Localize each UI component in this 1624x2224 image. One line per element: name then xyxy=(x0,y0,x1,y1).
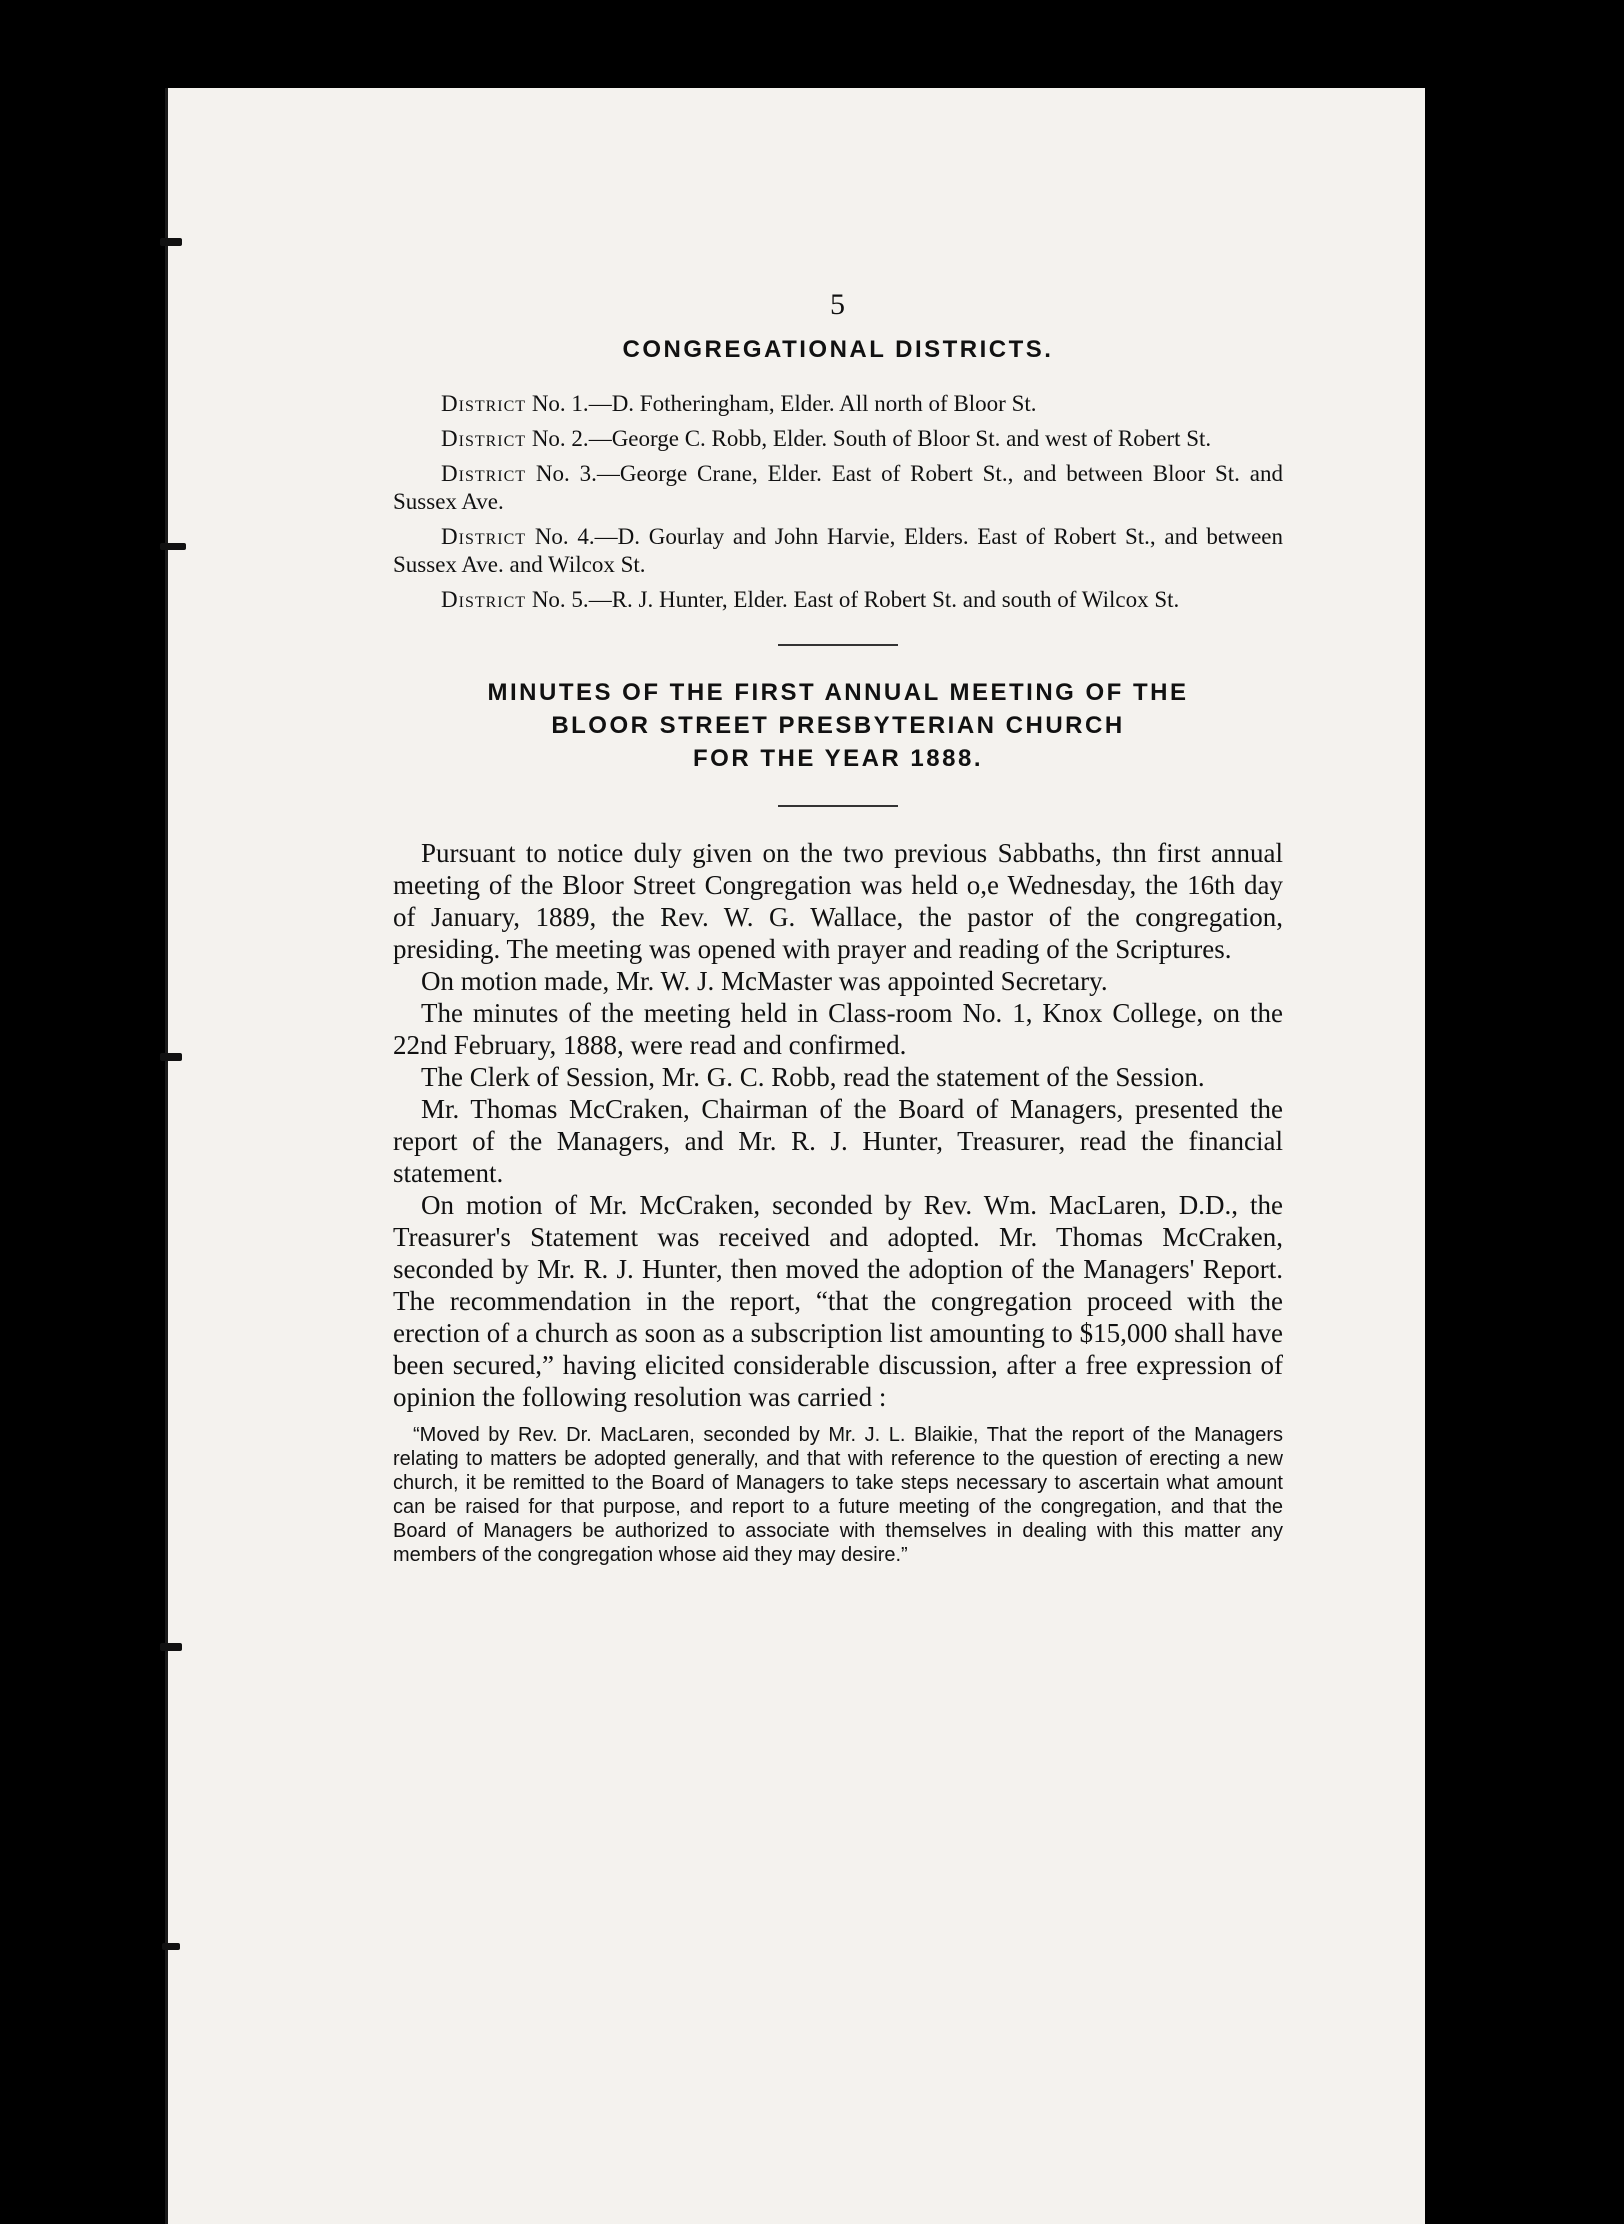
binding-mark xyxy=(160,1053,182,1061)
minutes-heading-line: FOR THE YEAR 1888. xyxy=(693,745,983,772)
district-number: No. 5. xyxy=(531,587,589,612)
district-label: District xyxy=(441,426,527,451)
minutes-heading xyxy=(393,676,1283,775)
binding-mark xyxy=(160,238,182,246)
section-divider xyxy=(778,644,898,646)
minutes-paragraph: On motion made, Mr. W. J. McMaster was appointed Secretary. xyxy=(421,966,1108,996)
districts-list xyxy=(393,390,1283,614)
minutes-paragraph: On motion of Mr. McCraken, seconded by Rev. Wm. MacLaren, D.D., the Treasurer's Statement was received and adopted. Mr. Thomas McCraken, seconded by Mr. R. J. Hunter, then moved the adoption of the Managers' Report. The recommendation in the report, “that the congregation proceed with the erection of a church as soon as a subscription list amounting to $15,000 shall have been secured,” having elicited considerable discussion, after a free expression of opinion the following resolution was carried : xyxy=(393,1190,1283,1412)
binding-mark xyxy=(160,543,186,550)
district-entry xyxy=(393,523,1283,579)
section-divider xyxy=(778,805,898,807)
district-text: —D. Fotheringham, Elder. All north of Bloor St. xyxy=(588,391,1037,416)
resolution-quote: “Moved by Rev. Dr. MacLaren, seconded by Mr. J. L. Blaikie, That the report of the Managers relating to matters be adopted generally, and that with reference to the question of erecting a new church, it be remitted to the Board of Managers to take steps necessary to ascertain what amount can be raised for that purpose, and report to a future meeting of the congregation, and that the Board of Managers be authorized to associate with themselves in dealing with this matter any members of the congregation whose aid they may desire.” xyxy=(393,1424,1283,1566)
districts-heading: CONGREGATIONAL DISTRICTS. xyxy=(622,336,1054,363)
document-page xyxy=(165,88,1425,2224)
district-entry xyxy=(393,425,1283,453)
district-number: No. 1. xyxy=(531,391,589,416)
minutes-paragraph: Mr. Thomas McCraken, Chairman of the Board of Managers, presented the report of the Managers, and Mr. R. J. Hunter, Treasurer, read the financial statement. xyxy=(393,1094,1283,1188)
minutes-heading-line: BLOOR STREET PRESBYTERIAN CHURCH xyxy=(551,712,1125,739)
district-text: —D. Gourlay and John Harvie, Elders. East of Robert St., and between Sussex Ave. and Wilcox St. xyxy=(393,524,1283,577)
page-number: 5 xyxy=(830,288,846,321)
page-content xyxy=(393,288,1283,1567)
minutes-heading-line: MINUTES OF THE FIRST ANNUAL MEETING OF THE xyxy=(487,679,1189,706)
district-text: —George Crane, Elder. East of Robert St., and between Bloor St. and Sussex Ave. xyxy=(393,461,1283,514)
district-label: District xyxy=(441,461,527,486)
binding-mark xyxy=(162,1943,180,1950)
minutes-paragraph: The Clerk of Session, Mr. G. C. Robb, read the statement of the Session. xyxy=(421,1062,1205,1092)
district-label: District xyxy=(441,391,527,416)
district-entry xyxy=(393,460,1283,516)
district-number: No. 3. xyxy=(535,461,597,486)
district-number: No. 4. xyxy=(534,524,595,549)
minutes-paragraph: Pursuant to notice duly given on the two previous Sabbaths, thn first annual meeting of the Bloor Street Congregation was held o,e Wednesday, the 16th day of January, 1889, the Rev. W. G. Wallace, the pastor of the congregation, presiding. The meeting was opened with prayer and reading of the Scriptures. xyxy=(393,838,1283,964)
district-number: No. 2. xyxy=(531,426,589,451)
district-text: —George C. Robb, Elder. South of Bloor St. and west of Robert St. xyxy=(588,426,1212,451)
district-label: District xyxy=(441,524,527,549)
district-entry xyxy=(393,586,1283,614)
district-label: District xyxy=(441,587,527,612)
minutes-paragraph: The minutes of the meeting held in Class-room No. 1, Knox College, on the 22nd February, 1888, were read and confirmed. xyxy=(393,998,1283,1060)
minutes-body xyxy=(393,837,1283,1567)
district-entry xyxy=(393,390,1283,418)
district-text: —R. J. Hunter, Elder. East of Robert St. and south of Wilcox St. xyxy=(588,587,1180,612)
binding-mark xyxy=(160,1643,182,1651)
